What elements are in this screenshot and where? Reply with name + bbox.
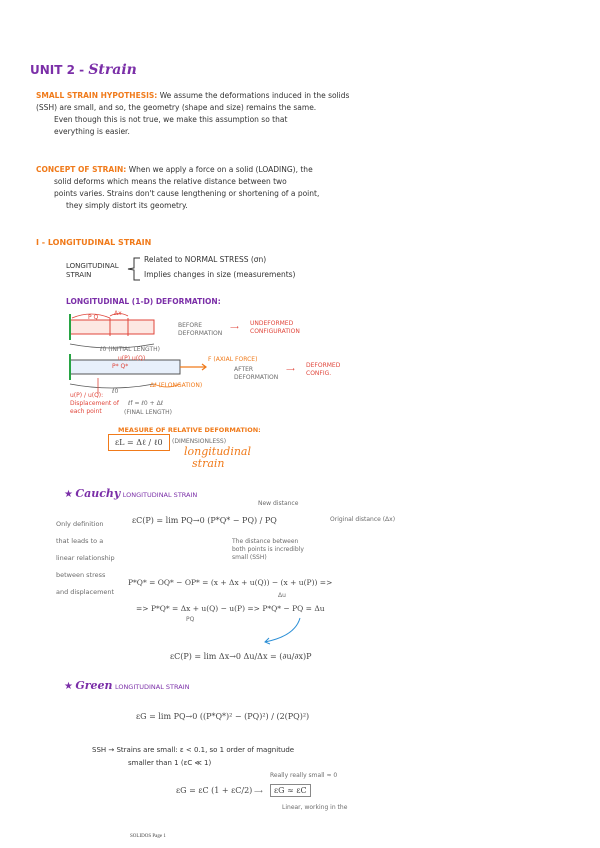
cauchy-rest: LONGITUDINAL STRAIN: [122, 491, 198, 499]
really-small-note: Really really small ≈ 0: [270, 772, 338, 779]
cauchy-eq3: εC(P) = lim Δx→0 Δu/Δx = (∂u/∂x)P: [170, 652, 312, 661]
arrow-icon-2: ⟶: [286, 366, 295, 373]
arrow-icon-3: ⟶: [254, 788, 263, 795]
point-labels-bottom: P* Q*: [112, 363, 129, 370]
title-name: Strain: [88, 62, 137, 78]
brace-icon: [126, 254, 146, 284]
item-normal-stress: Related to NORMAL STRESS (σn): [144, 255, 267, 264]
linear-note: Linear, working in the: [282, 804, 348, 811]
elongation-label: Δℓ (ELONGATION): [150, 382, 203, 389]
name-line2: strain: [192, 457, 225, 470]
displacement-label: u(P) / u(Q): Displacement of each point: [70, 392, 119, 415]
concept-line1: When we apply a force on a solid (LOADING), the: [128, 165, 313, 174]
strain-formula-box: εL = Δℓ / ℓ0: [108, 434, 170, 451]
final-length-eq: ℓf = ℓ0 + Δℓ: [128, 400, 164, 407]
cauchy-formula: εC(P) = lim PQ→0 (P*Q* − PQ) / PQ: [132, 516, 277, 525]
green-heading: [64, 680, 189, 693]
l0-label: ℓ0: [112, 388, 119, 395]
concept-line4: they simply distort its geometry.: [66, 201, 188, 210]
eq1-du: Δu: [278, 592, 286, 599]
ssh-strain-line1: SSH → Strains are small: ε < 0.1, so 1 order of magnitude: [92, 746, 295, 754]
ssh-label: SMALL STRAIN HYPOTHESIS:: [36, 91, 158, 100]
ssh-line2: (SSH) are small, and so, the geometry (shape and size) remains the same.: [36, 103, 317, 112]
cauchy-note3: linear relationship: [56, 554, 115, 562]
cauchy-note: [56, 516, 115, 601]
cauchy-note2: that leads to a: [56, 537, 104, 545]
section-longitudinal-heading: I - LONGITUDINAL STRAIN: [36, 238, 152, 247]
longitudinal-strain-brace-label: LONGITUDINAL STRAIN: [66, 262, 119, 279]
point-labels-top: P Q: [88, 314, 99, 321]
original-distance-label: Original distance (Δx): [330, 516, 396, 523]
page-footer: SOLIDOS Page 1: [130, 834, 166, 839]
green-final-result: εG ≈ εC: [270, 784, 311, 797]
green-name: Green: [75, 679, 113, 692]
small-strain-hypothesis: [36, 90, 576, 138]
cauchy-eq1: [128, 578, 332, 587]
concept-label: CONCEPT OF STRAIN:: [36, 165, 127, 174]
cauchy-eq2: => P*Q* = Δx + u(Q) − u(P) => P*Q* − PQ = Δu: [136, 604, 325, 613]
item-size-change: Implies changes in size (measurements): [144, 270, 296, 279]
final-length-label: (FINAL LENGTH): [124, 409, 172, 416]
ssh-strain-line2: smaller than 1 (εC ≪ 1): [128, 759, 212, 767]
distance-note: The distance between both points is incredibly small (SSH): [232, 538, 304, 561]
name-line1: longitudinal: [184, 445, 252, 458]
cauchy-name: Cauchy: [75, 487, 121, 500]
longitudinal-strain-name: [184, 446, 251, 470]
new-distance-label: New distance: [258, 500, 299, 507]
concept-line2: solid deforms which means the relative distance between two: [54, 177, 287, 186]
dimensionless-label: (DIMENSIONLESS): [172, 438, 227, 445]
delta-x-label: Δx: [114, 310, 122, 317]
blue-arrow-icon: [250, 616, 310, 646]
deformation-heading: LONGITUDINAL (1-D) DEFORMATION:: [66, 297, 221, 306]
after-deformation: AFTER DEFORMATION: [234, 366, 279, 381]
green-formula: εG = lim PQ→0 ((P*Q*)² − (PQ)²) / (2(PQ)²): [136, 712, 310, 721]
page-title: [30, 62, 137, 78]
star-icon-2: ★: [64, 681, 73, 692]
cauchy-heading: [64, 488, 197, 501]
measure-heading: MEASURE OF RELATIVE DEFORMATION:: [118, 426, 261, 434]
eq1-text: P*Q* = OQ* − OP* = (x + Δx + u(Q)) − (x + u(P)) =>: [128, 578, 333, 587]
eq2-pq: PQ: [186, 616, 195, 623]
cauchy-note5: and displacement: [56, 588, 115, 596]
u-labels: u(P) u(Q): [118, 355, 146, 362]
title-unit: UNIT 2 -: [30, 63, 89, 77]
force-label: F (AXIAL FORCE): [208, 356, 258, 363]
undeformed-config: UNDEFORMED CONFIGURATION: [250, 320, 300, 335]
arrow-icon: ⟶: [230, 324, 239, 331]
green-rest: LONGITUDINAL STRAIN: [114, 683, 190, 691]
star-icon: ★: [64, 489, 73, 500]
ssh-line3: Even though this is not true, we make this assumption so that: [54, 115, 288, 124]
cauchy-note4: between stress: [56, 571, 106, 579]
before-deformation: BEFORE DEFORMATION: [178, 322, 223, 337]
concept-line3: points varies. Strains don't cause lengthening or shortening of a point,: [54, 189, 320, 198]
cauchy-note1: Only definition: [56, 520, 104, 528]
undeformed-bar: [70, 314, 154, 349]
ssh-line4: everything is easier.: [54, 127, 130, 136]
l0-initial-label: ℓ0 (INITIAL LENGTH): [100, 346, 160, 353]
ssh-line1: We assume the deformations induced in the solids: [159, 91, 350, 100]
concept-of-strain: [36, 164, 576, 212]
deformed-config: DEFORMED CONFIG.: [306, 362, 341, 377]
green-final-formula: εG = εC (1 + εC/2): [176, 786, 253, 795]
